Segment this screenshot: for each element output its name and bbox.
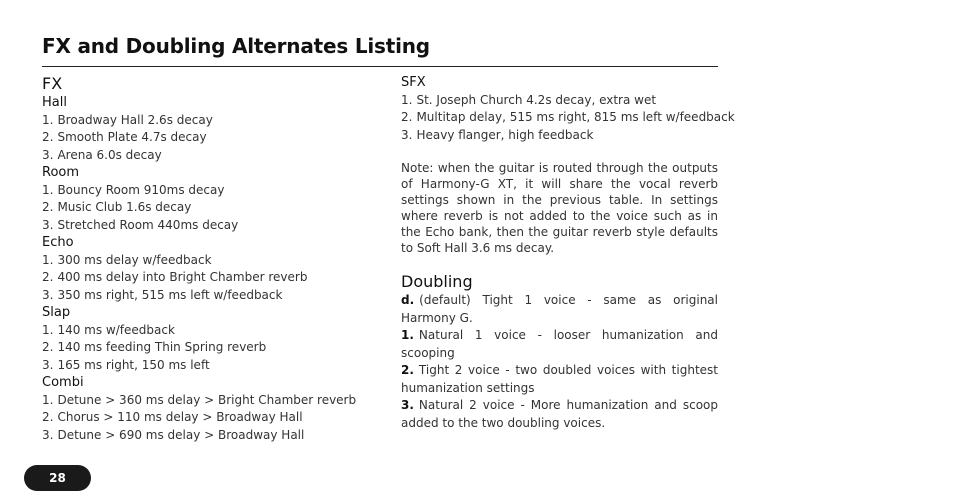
doubling-item-label: d.: [401, 293, 415, 307]
page-number-badge: 28: [24, 465, 91, 491]
item-number: 2.: [42, 270, 54, 284]
list-item: [42, 357, 372, 375]
doubling-item: [401, 362, 718, 397]
item-text: Music Club 1.6s decay: [57, 200, 192, 214]
group-heading-echo: Echo: [42, 235, 74, 250]
item-text: Broadway Hall 2.6s decay: [57, 112, 213, 127]
list-item: [42, 322, 372, 340]
item-number: 1.: [42, 182, 54, 197]
group-heading-hall: Hall: [42, 95, 67, 110]
doubling-item-text: Natural 2 voice - More humanization and scoop added to the two doubling voices.: [401, 398, 718, 430]
item-number: 1.: [42, 392, 54, 407]
doubling-heading: Doubling: [401, 272, 473, 291]
list-item: [42, 269, 372, 287]
item-text: Bouncy Room 910ms decay: [57, 182, 225, 197]
doubling-item-label: 3.: [401, 398, 414, 412]
sfx-doubling-column: [401, 74, 735, 432]
item-number: 2.: [42, 340, 54, 354]
item-text: 300 ms delay w/feedback: [57, 252, 212, 267]
item-text: Stretched Room 440ms decay: [57, 217, 239, 232]
item-text: Arena 6.0s decay: [57, 147, 162, 162]
list-item: [42, 427, 372, 445]
doubling-item: [401, 397, 718, 432]
item-text: Detune > 360 ms delay > Bright Chamber reverb: [57, 392, 357, 407]
list-item: [42, 252, 372, 270]
guitar-reverb-note: Note: when the guitar is routed through the outputs of Harmony-G XT, it will share the vocal reverb settings shown in the previous table. In settings where reverb is not added to the voice such as in the Echo bank, then the guitar reverb style defaults to Soft Hall 3.6 ms decay.: [401, 161, 718, 255]
group-heading-combi: Combi: [42, 375, 84, 390]
title-divider: [42, 66, 718, 67]
fx-group-combi: [42, 374, 372, 444]
group-heading-slap: Slap: [42, 305, 71, 320]
list-item: [42, 392, 372, 410]
fx-group-echo: [42, 234, 372, 304]
item-number: 1.: [401, 92, 413, 107]
fx-heading: FX: [42, 74, 63, 93]
item-text: St. Joseph Church 4.2s decay, extra wet: [416, 92, 657, 107]
item-number: 2.: [42, 130, 54, 144]
list-item: [401, 92, 718, 110]
item-number: 3.: [401, 127, 413, 142]
fx-group-room: [42, 164, 372, 234]
item-text: 350 ms right, 515 ms left w/feedback: [57, 287, 283, 302]
list-item: [401, 109, 735, 127]
list-item: [42, 112, 372, 130]
item-number: 2.: [42, 410, 54, 424]
fx-group-hall: [42, 94, 372, 164]
list-item: [42, 182, 372, 200]
item-number: 3.: [42, 217, 54, 232]
doubling-item-label: 1.: [401, 328, 414, 342]
group-heading-room: Room: [42, 165, 80, 180]
item-text: 400 ms delay into Bright Chamber reverb: [57, 270, 308, 284]
item-number: 2.: [42, 200, 54, 214]
item-text: Heavy flanger, high feedback: [416, 127, 594, 142]
item-number: 2.: [401, 110, 413, 124]
doubling-item-label: 2.: [401, 363, 414, 377]
list-item: [42, 129, 372, 147]
doubling-item-text: Natural 1 voice - looser humanization and scooping: [401, 328, 718, 360]
list-item: [42, 199, 372, 217]
item-text: 140 ms feeding Thin Spring reverb: [57, 340, 267, 354]
doubling-item-text: (default) Tight 1 voice - same as original Harmony G.: [401, 293, 718, 325]
item-text: 140 ms w/feedback: [57, 322, 175, 337]
item-number: 3.: [42, 287, 54, 302]
page-title: FX and Doubling Alternates Listing: [42, 34, 430, 58]
doubling-item: [401, 327, 718, 362]
list-item: [42, 409, 372, 427]
list-item: [42, 287, 372, 305]
item-number: 1.: [42, 252, 54, 267]
list-item: [42, 339, 372, 357]
item-text: Detune > 690 ms delay > Broadway Hall: [57, 427, 305, 442]
item-number: 1.: [42, 112, 54, 127]
item-number: 3.: [42, 357, 54, 372]
list-item: [42, 217, 372, 235]
fx-group-slap: [42, 304, 372, 374]
doubling-item: [401, 292, 718, 327]
list-item: [401, 127, 718, 145]
item-number: 3.: [42, 147, 54, 162]
list-item: [42, 147, 372, 165]
item-text: Multitap delay, 515 ms right, 815 ms left w/feedback: [416, 110, 735, 124]
item-text: 165 ms right, 150 ms left: [57, 357, 210, 372]
sfx-heading: SFX: [401, 75, 426, 90]
doubling-item-text: Tight 2 voice - two doubled voices with tightest humanization settings: [401, 363, 718, 395]
item-text: Smooth Plate 4.7s decay: [57, 130, 207, 144]
item-number: 3.: [42, 427, 54, 442]
fx-column: [42, 74, 372, 444]
item-number: 1.: [42, 322, 54, 337]
item-text: Chorus > 110 ms delay > Broadway Hall: [57, 410, 303, 424]
